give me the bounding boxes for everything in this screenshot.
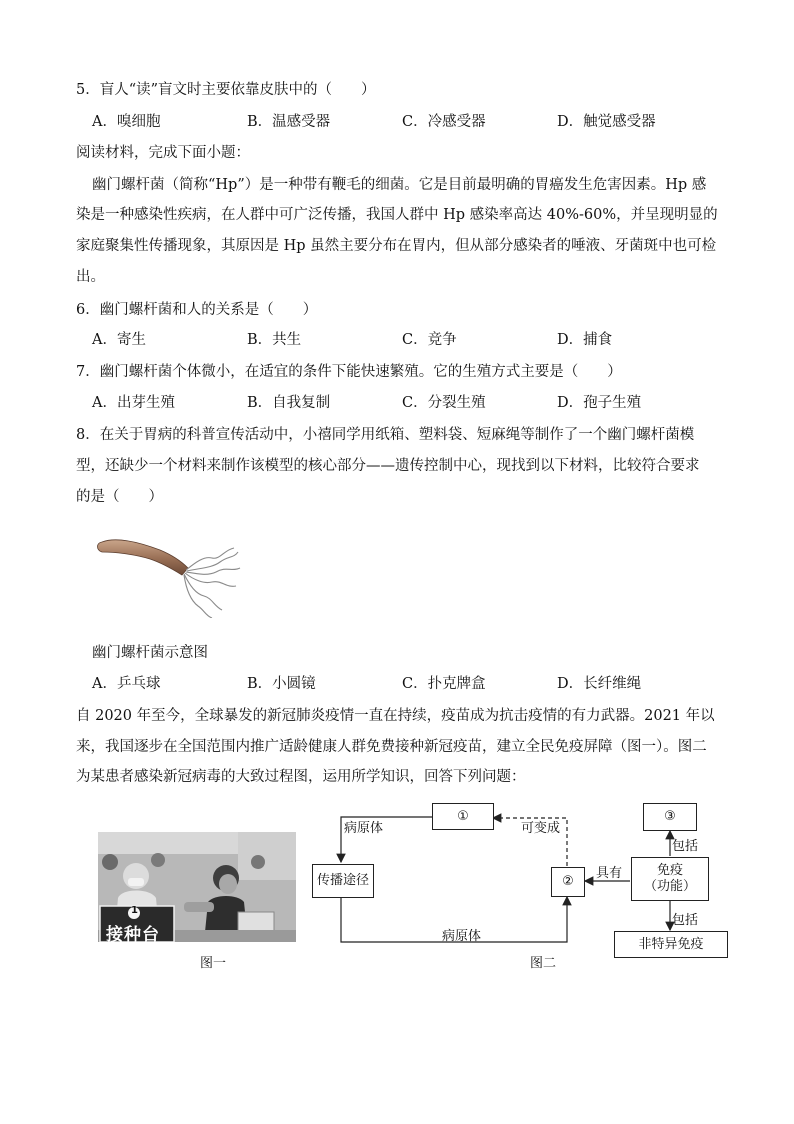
q8-option-d: D．长纤维绳 bbox=[557, 676, 642, 692]
reading-line-1: 幽门螺杆菌（简称“Hp”）是一种带有鞭毛的细菌。它是目前最明确的胃癌发生危害因素。Hp 感 bbox=[92, 177, 707, 193]
q6-stem: 6．幽门螺杆菌和人的关系是（ ） bbox=[76, 302, 318, 318]
reading-line-3: 家庭聚集性传播现象，其原因是 Hp 虽然主要分布在胃内，但从部分感染者的唾液、牙菌斑中也可检 bbox=[76, 238, 717, 254]
sign-text: 接种台 bbox=[106, 925, 160, 942]
q8-option-c: C．扑克牌盒 bbox=[402, 676, 486, 692]
q7-option-b: B．自我复制 bbox=[247, 395, 331, 411]
q5-option-a: A．嗅细胞 bbox=[92, 114, 161, 130]
box-circle-3: ③ bbox=[643, 803, 697, 831]
q8-option-b: B．小圆镜 bbox=[247, 676, 316, 692]
q8-line-1: 8．在关于胃病的科普宣传活动中，小禧同学用纸箱、塑料袋、短麻绳等制作了一个幽门螺杆菌模 bbox=[76, 427, 695, 443]
box-nonspecific-immunity: 非特异免疫 bbox=[614, 931, 728, 958]
q5-option-b: B．温感受器 bbox=[247, 114, 331, 130]
q7-option-d: D．孢子生殖 bbox=[557, 395, 642, 411]
box-transmission-route: 传播途径 bbox=[312, 864, 374, 898]
reading-line-2: 染是一种感染性疾病，在人群中可广泛传播，我国人群中 Hp 感染率高达 40%-60%，并呈现明显的 bbox=[76, 207, 718, 223]
q7-stem: 7．幽门螺杆菌个体微小，在适宜的条件下能快速繁殖。它的生殖方式主要是（ ） bbox=[76, 364, 622, 380]
covid-line-2: 来，我国逐步在全国范围内推广适龄健康人群免费接种新冠疫苗，建立全民免疫屏障（图一）。图二 bbox=[76, 739, 707, 755]
q6-option-d: D．捕食 bbox=[557, 332, 613, 348]
box-circle-1: ① bbox=[432, 803, 494, 830]
q6-option-a: A．寄生 bbox=[92, 332, 146, 348]
q8-figure-caption: 幽门螺杆菌示意图 bbox=[92, 645, 208, 661]
label-has: 具有 bbox=[596, 866, 623, 881]
box-circle-2: ② bbox=[551, 867, 585, 897]
q7-option-a: A．出芽生殖 bbox=[92, 395, 175, 411]
covid-line-1: 自 2020 年至今，全球暴发的新冠肺炎疫情一直在持续，疫苗成为抗击疫情的有力武器。2021 年以 bbox=[76, 708, 715, 724]
sign-number: 1 bbox=[131, 905, 138, 916]
q6-option-c: C．竞争 bbox=[402, 332, 457, 348]
figure2-caption: 图二 bbox=[530, 956, 557, 971]
label-include-top: 包括 bbox=[672, 839, 699, 854]
q8-line-3: 的是（ ） bbox=[76, 489, 163, 505]
q5-option-c: C．冷感受器 bbox=[402, 114, 486, 130]
reading-line-4: 出。 bbox=[76, 269, 105, 285]
q6-option-b: B．共生 bbox=[247, 332, 302, 348]
q8-line-2: 型，还缺少一个材料来制作该模型的核心部分——遗传控制中心，现找到以下材料，比较符合要求 bbox=[76, 458, 700, 474]
q5-stem: 5．盲人“读”盲文时主要依靠皮肤中的（ ） bbox=[76, 82, 376, 98]
reading-intro: 阅读材料，完成下面小题： bbox=[76, 145, 250, 161]
label-include-bottom: 包括 bbox=[672, 913, 699, 928]
q8-option-a: A．乒乓球 bbox=[92, 676, 161, 692]
covid-line-3: 为某患者感染新冠病毒的大致过程图，运用所学知识，回答下列问题： bbox=[76, 769, 526, 785]
box-immunity-function: 免疫 （功能） bbox=[631, 857, 709, 901]
q7-option-c: C．分裂生殖 bbox=[402, 395, 486, 411]
label-pathogen-bottom: 病原体 bbox=[442, 929, 482, 944]
label-can-become: 可变成 bbox=[521, 821, 561, 836]
label-pathogen-top: 病原体 bbox=[344, 821, 384, 836]
q5-option-d: D．触觉感受器 bbox=[557, 114, 656, 130]
figure1-caption: 图一 bbox=[200, 956, 227, 971]
